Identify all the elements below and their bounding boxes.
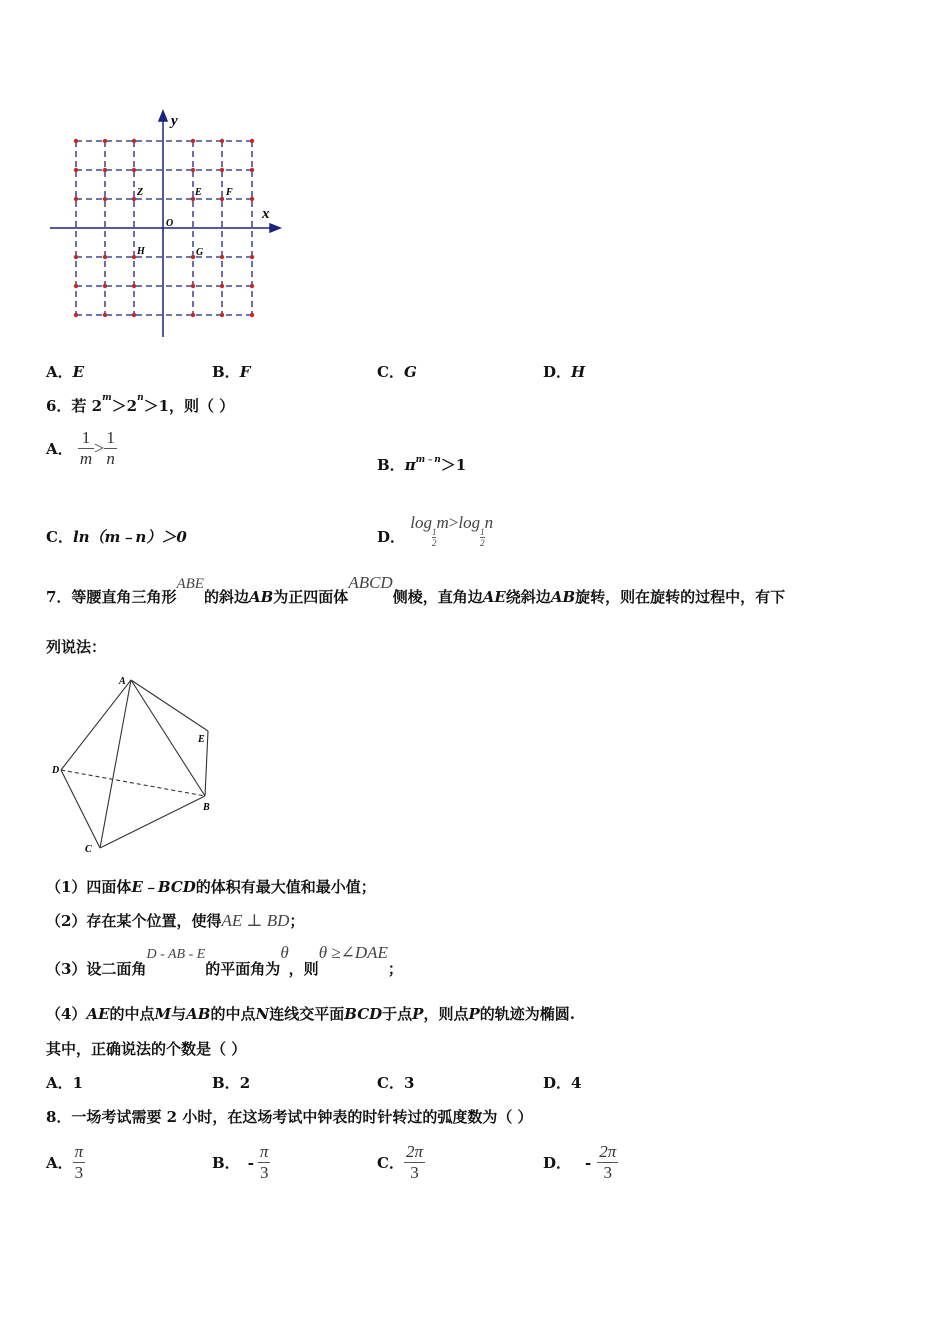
edge-db-hidden bbox=[61, 770, 205, 796]
edge-ae bbox=[131, 680, 208, 731]
grid-point bbox=[103, 313, 107, 317]
q6-sup-n: n bbox=[137, 393, 144, 403]
q7-text: 侧棱，直角边 bbox=[392, 588, 483, 606]
q7-text: 7．等腰直角三角形 bbox=[46, 588, 177, 606]
option-letter: B． bbox=[212, 363, 240, 381]
pi-base: π bbox=[404, 456, 416, 474]
edge-ab bbox=[131, 680, 205, 796]
tetrahedron-figure bbox=[45, 668, 225, 858]
fraction-pi-over-3: $\frac{\pi}{3}$ bbox=[74, 1142, 84, 1182]
q5-option-b[interactable] bbox=[212, 361, 250, 382]
edge-ac bbox=[100, 680, 131, 848]
fraction-1-over-m: $\frac{1}{m}$ bbox=[79, 428, 93, 468]
option-value: ln（m﹣n）＞0 bbox=[72, 528, 187, 546]
option-letter: B． bbox=[212, 1154, 240, 1172]
axes bbox=[50, 111, 280, 337]
exponent: m﹣n bbox=[415, 455, 441, 465]
vertex-d-label: D bbox=[52, 765, 60, 776]
q8-option-a[interactable] bbox=[46, 1142, 85, 1183]
grid-point bbox=[220, 255, 224, 259]
option-value: 4 bbox=[571, 1074, 582, 1092]
q6-sup-m: m bbox=[102, 393, 112, 403]
q7-statement-1: （1）四面体E﹣BCD的体积有最大值和最小值； bbox=[46, 878, 376, 896]
option-tail: ＞1 bbox=[440, 456, 467, 474]
q7-statement-4: （4）AE的中点M与AB的中点N连线交平面BCD于点P，则点P的轨迹为椭圆. bbox=[46, 1005, 575, 1023]
origin-label: O bbox=[166, 218, 174, 229]
point-g-label: G bbox=[196, 247, 204, 258]
q7-text: 的斜边 bbox=[203, 588, 249, 606]
grid-point bbox=[220, 313, 224, 317]
q7-text: 为正四面体 bbox=[273, 588, 349, 606]
grid-point bbox=[74, 313, 78, 317]
q6-option-a[interactable] bbox=[46, 428, 117, 469]
option-value: 2 bbox=[239, 1074, 251, 1092]
grid-point bbox=[250, 313, 254, 317]
point-f-label: F bbox=[226, 187, 233, 198]
option-letter: C． bbox=[377, 363, 404, 381]
log-word: log bbox=[410, 513, 432, 532]
log-base-half: $\frac{1}{2}$ bbox=[431, 527, 437, 548]
q8-option-b[interactable] bbox=[212, 1142, 270, 1183]
option-letter: C． bbox=[377, 1074, 404, 1092]
option-letter: C． bbox=[46, 528, 73, 546]
grid-point bbox=[220, 139, 224, 143]
option-value: E bbox=[72, 363, 85, 381]
q5-option-d[interactable] bbox=[543, 361, 585, 382]
vertex-e-label: E bbox=[198, 734, 205, 745]
grid-point bbox=[132, 139, 136, 143]
edge-eb bbox=[205, 731, 208, 796]
q6-stem-mid: ＞2 bbox=[111, 397, 138, 415]
point-h-label: H bbox=[137, 246, 145, 257]
option-letter: D． bbox=[543, 1154, 572, 1172]
fraction-neg-pi-over-3: $\frac{\pi}{3}$ bbox=[259, 1142, 269, 1182]
q7-option-d[interactable] bbox=[543, 1072, 581, 1093]
q6-stem bbox=[46, 395, 234, 416]
q7-option-c[interactable] bbox=[377, 1072, 414, 1093]
vertex-a-label: A bbox=[119, 676, 126, 687]
q6-stem-prefix: 6．若 2 bbox=[46, 397, 103, 415]
log-expression: log $\frac{1}{2}$ m>log $\frac{1}{2}$ n bbox=[410, 513, 494, 548]
grid-point bbox=[250, 139, 254, 143]
q7-ask: 其中，正确说法的个数是（ ） bbox=[46, 1040, 247, 1058]
q6-option-d[interactable] bbox=[377, 512, 493, 548]
q8-stem: 8．一场考试需要 2 小时，在这场考试中钟表的时针转过的弧度数为（ ） bbox=[46, 1108, 533, 1126]
tetra-abcd: ABCD bbox=[348, 573, 393, 592]
option-letter: D． bbox=[543, 363, 572, 381]
vertex-c-label: C bbox=[85, 844, 92, 855]
seg-ab: AB bbox=[550, 588, 576, 606]
q8-option-d[interactable] bbox=[543, 1142, 618, 1183]
option-sign: - bbox=[585, 1153, 592, 1172]
axis-x-label: x bbox=[262, 206, 270, 222]
option-letter: A． bbox=[46, 1074, 73, 1092]
q7-text: 绕斜边 bbox=[505, 588, 551, 606]
grid-point bbox=[132, 313, 136, 317]
option-letter: B． bbox=[377, 456, 405, 474]
q6-option-b[interactable] bbox=[377, 454, 466, 475]
grid-point bbox=[191, 168, 195, 172]
option-value: F bbox=[239, 363, 251, 381]
q5-option-c[interactable] bbox=[377, 361, 417, 382]
grid-point bbox=[103, 255, 107, 259]
point-e-label: E bbox=[195, 187, 202, 198]
q6-stem-suffix: ＞1，则（ ） bbox=[143, 397, 235, 415]
grid-point bbox=[132, 197, 136, 201]
option-letter: D． bbox=[543, 1074, 572, 1092]
grid-point bbox=[220, 284, 224, 288]
edge-cb bbox=[100, 796, 205, 848]
option-sign: - bbox=[247, 1153, 254, 1172]
q7-option-a[interactable] bbox=[46, 1072, 83, 1093]
grid-point bbox=[103, 139, 107, 143]
greater-than: > bbox=[94, 438, 105, 458]
q7-text: 旋转，则在旋转的过程中，有下 bbox=[575, 588, 786, 606]
triangle-abe: ABE bbox=[176, 576, 204, 592]
grid-point bbox=[74, 255, 78, 259]
seg-ab: AB bbox=[248, 588, 274, 606]
option-letter: D． bbox=[377, 528, 406, 546]
axis-y-label: y bbox=[171, 113, 178, 129]
grid-point bbox=[132, 255, 136, 259]
grid-point bbox=[74, 139, 78, 143]
q6-option-c[interactable] bbox=[46, 526, 187, 547]
grid-point bbox=[103, 168, 107, 172]
option-value: G bbox=[403, 363, 417, 381]
option-value: 3 bbox=[403, 1074, 415, 1092]
grid-point bbox=[74, 284, 78, 288]
seg-ae: AE bbox=[482, 588, 506, 606]
grid-point bbox=[250, 168, 254, 172]
grid-point bbox=[220, 168, 224, 172]
fraction-2pi-over-3: $\frac{2\pi}{3}$ bbox=[405, 1142, 423, 1182]
option-letter: A． bbox=[46, 1154, 73, 1172]
grid-point bbox=[250, 197, 254, 201]
grid-point bbox=[74, 197, 78, 201]
q7-option-b[interactable] bbox=[212, 1072, 250, 1093]
option-letter: A． bbox=[46, 363, 73, 381]
grid-point bbox=[191, 139, 195, 143]
q8-option-c[interactable] bbox=[377, 1142, 425, 1183]
vertex-b-label: B bbox=[203, 802, 210, 813]
option-letter: B． bbox=[212, 1074, 240, 1092]
edge-dc bbox=[61, 770, 100, 848]
point-z-label: Z bbox=[137, 187, 144, 198]
q7-statement-2: （2）存在某个位置，使得AE ⊥ BD； bbox=[46, 911, 305, 930]
grid-point bbox=[132, 284, 136, 288]
grid-point bbox=[103, 284, 107, 288]
q7-stem-line1 bbox=[46, 572, 906, 606]
coordinate-grid-figure bbox=[40, 105, 290, 345]
option-value: H bbox=[571, 363, 586, 381]
option-letter: C． bbox=[377, 1154, 404, 1172]
q5-option-a[interactable] bbox=[46, 361, 84, 382]
fraction-1-over-n: $\frac{1}{n}$ bbox=[106, 428, 115, 468]
grid-point bbox=[250, 284, 254, 288]
grid-point bbox=[191, 313, 195, 317]
grid-point bbox=[103, 197, 107, 201]
fraction-neg-2pi-over-3: $\frac{2\pi}{3}$ bbox=[599, 1142, 617, 1182]
q7-stem-line2: 列说法： bbox=[46, 638, 107, 656]
option-letter: A． bbox=[46, 440, 73, 458]
edge-ad bbox=[61, 680, 131, 770]
grid-point bbox=[220, 197, 224, 201]
grid-point bbox=[74, 168, 78, 172]
option-value: 1 bbox=[72, 1074, 84, 1092]
grid-point bbox=[191, 255, 195, 259]
grid-point bbox=[191, 284, 195, 288]
q7-statement-3: （3）设二面角D - AB - E的平面角为θ，则θ ≥∠DAE； bbox=[46, 943, 403, 978]
grid-point bbox=[132, 168, 136, 172]
grid-point bbox=[250, 255, 254, 259]
